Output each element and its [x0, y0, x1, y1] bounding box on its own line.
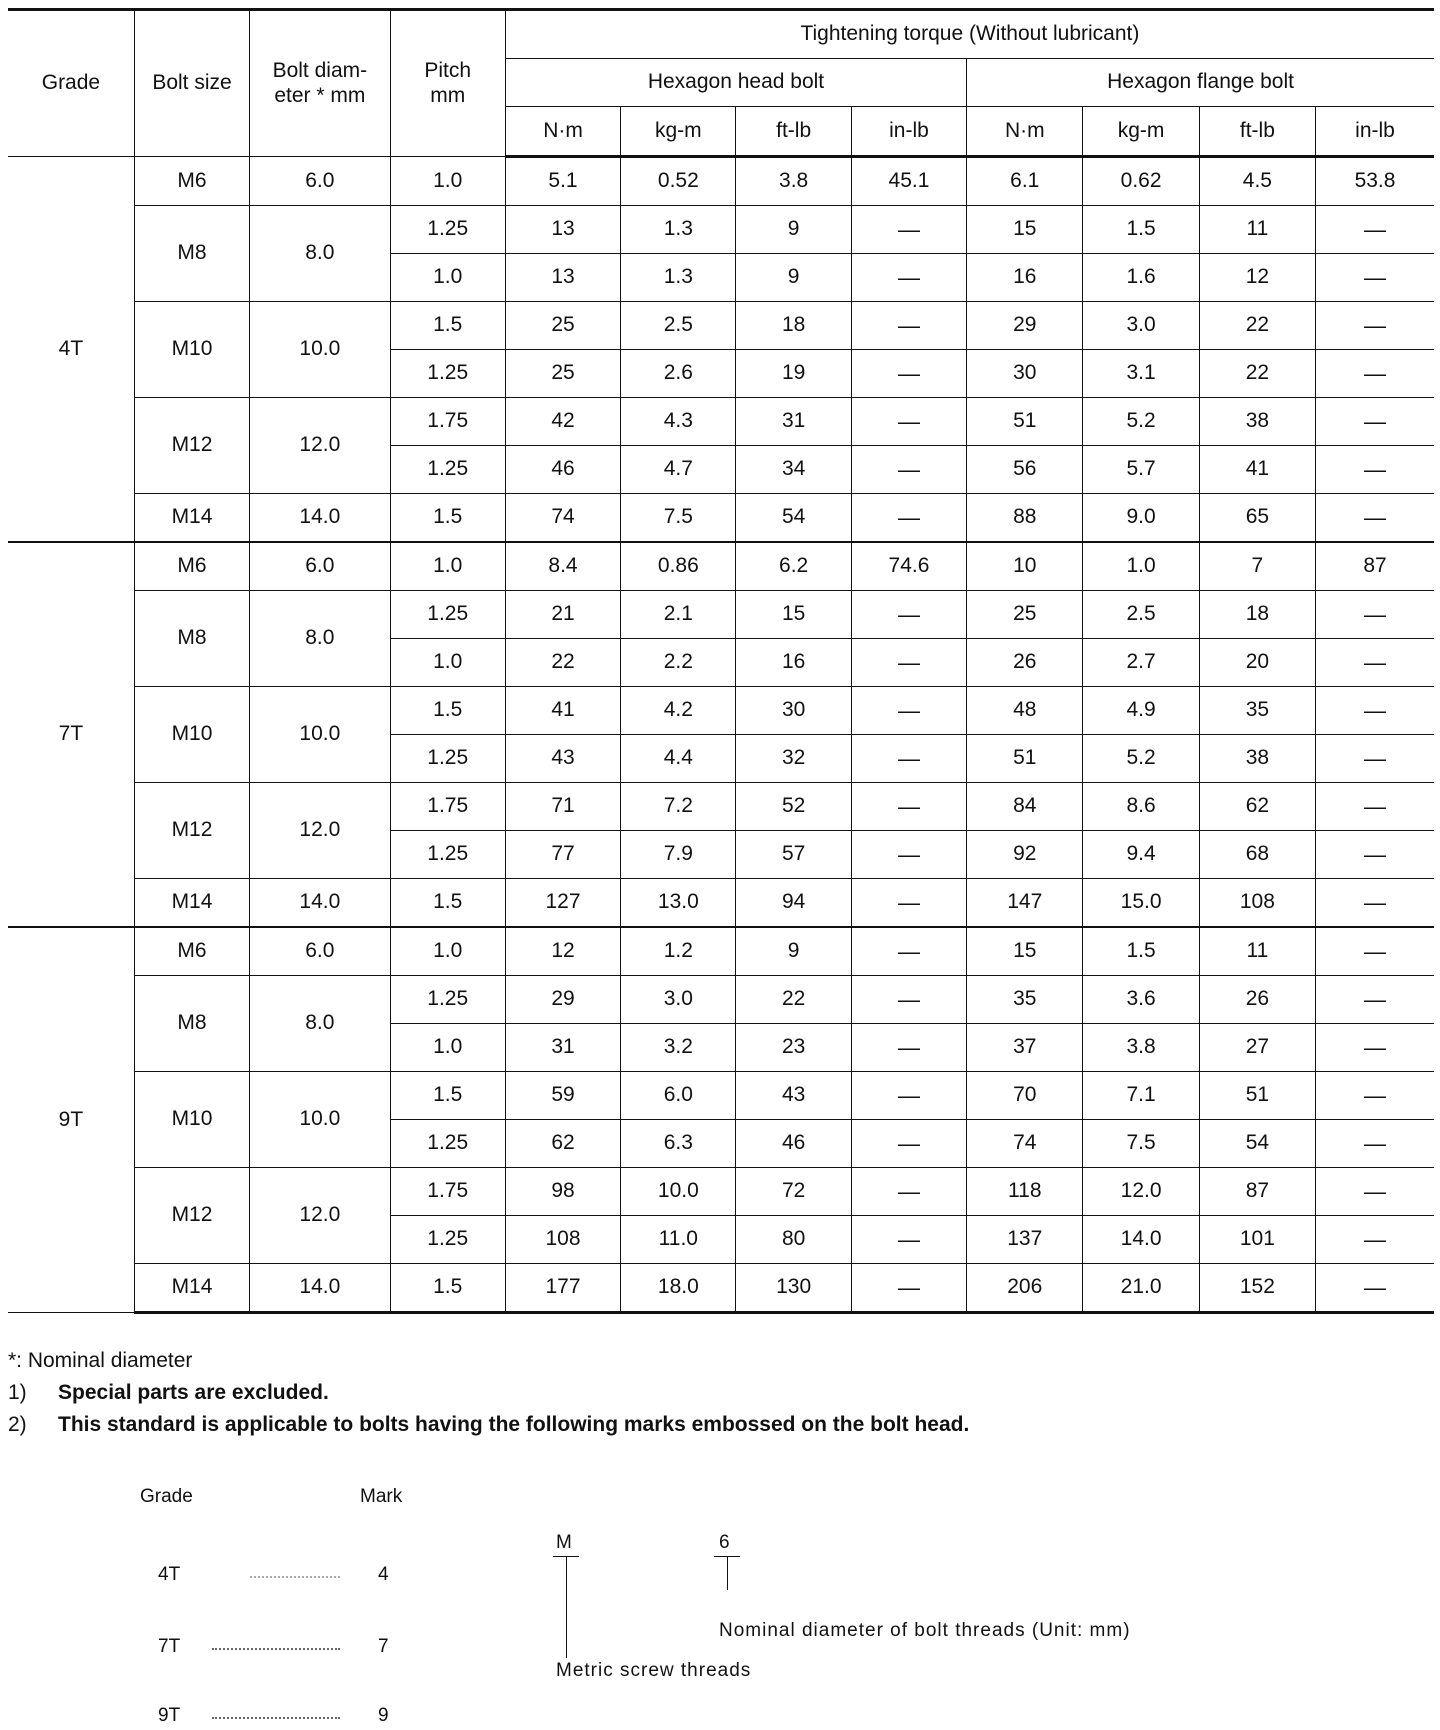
torque-value-cell: 77: [505, 831, 620, 879]
marks-mark-9: 9: [378, 1705, 389, 1726]
grade-cell: 7T: [8, 542, 134, 927]
header-unit-head-2: ft-lb: [736, 107, 851, 157]
torque-value-cell: —: [1316, 1216, 1434, 1264]
torque-value-cell: —: [1316, 446, 1434, 494]
torque-value-cell: —: [851, 302, 966, 350]
pitch-cell: 1.25: [390, 206, 505, 254]
torque-value-cell: —: [851, 254, 966, 302]
torque-value-cell: —: [1316, 1168, 1434, 1216]
torque-value-cell: —: [851, 976, 966, 1024]
torque-value-cell: 2.6: [621, 350, 736, 398]
bolt-size-cell: M14: [134, 494, 249, 543]
thread-letter-label: Metric screw threads: [556, 1660, 752, 1681]
bolt-size-cell: M8: [134, 591, 249, 687]
thread-letter-line: [566, 1556, 567, 1658]
torque-value-cell: 2.5: [1083, 591, 1199, 639]
thread-number-label: Nominal diameter of bolt threads (Unit: mm): [719, 1620, 1131, 1641]
torque-value-cell: 84: [967, 783, 1083, 831]
pitch-cell: 1.25: [390, 1216, 505, 1264]
torque-value-cell: 68: [1199, 831, 1315, 879]
torque-value-cell: —: [1316, 735, 1434, 783]
torque-value-cell: —: [1316, 398, 1434, 446]
torque-value-cell: 1.5: [1083, 206, 1199, 254]
torque-value-cell: 101: [1199, 1216, 1315, 1264]
header-bolt-diameter: Bolt diam- eter * mm: [250, 10, 390, 157]
bolt-size-cell: M6: [134, 157, 249, 206]
pitch-cell: 1.75: [390, 1168, 505, 1216]
torque-value-cell: 38: [1199, 398, 1315, 446]
torque-value-cell: 53.8: [1316, 157, 1434, 206]
torque-value-cell: 130: [736, 1264, 851, 1313]
torque-value-cell: 22: [736, 976, 851, 1024]
torque-value-cell: 20: [1199, 639, 1315, 687]
torque-value-cell: 9: [736, 927, 851, 976]
header-unit-flange-2: ft-lb: [1199, 107, 1315, 157]
torque-value-cell: 16: [736, 639, 851, 687]
bolt-size-cell: M6: [134, 927, 249, 976]
torque-value-cell: —: [1316, 831, 1434, 879]
torque-value-cell: 9: [736, 254, 851, 302]
torque-value-cell: 43: [736, 1072, 851, 1120]
torque-value-cell: —: [851, 591, 966, 639]
thread-letter: M: [556, 1532, 572, 1553]
torque-value-cell: 6.3: [621, 1120, 736, 1168]
marks-mark-7: 7: [378, 1636, 389, 1657]
torque-value-cell: 4.5: [1199, 157, 1315, 206]
torque-value-cell: —: [1316, 494, 1434, 543]
bolt-diameter-cell: 8.0: [250, 591, 390, 687]
torque-value-cell: 25: [505, 350, 620, 398]
bolt-diameter-cell: 8.0: [250, 976, 390, 1072]
torque-value-cell: 62: [1199, 783, 1315, 831]
torque-value-cell: 56: [967, 446, 1083, 494]
torque-value-cell: 6.0: [621, 1072, 736, 1120]
pitch-cell: 1.5: [390, 1264, 505, 1313]
torque-value-cell: 3.0: [1083, 302, 1199, 350]
torque-value-cell: —: [851, 1264, 966, 1313]
torque-value-cell: 6.2: [736, 542, 851, 591]
torque-value-cell: 3.6: [1083, 976, 1199, 1024]
torque-value-cell: 2.5: [621, 302, 736, 350]
bolt-size-cell: M14: [134, 879, 249, 928]
pitch-cell: 1.5: [390, 687, 505, 735]
torque-value-cell: 51: [967, 398, 1083, 446]
torque-value-cell: 88: [967, 494, 1083, 543]
torque-value-cell: 7.1: [1083, 1072, 1199, 1120]
torque-value-cell: —: [851, 687, 966, 735]
torque-value-cell: —: [1316, 254, 1434, 302]
pitch-cell: 1.5: [390, 302, 505, 350]
pitch-cell: 1.75: [390, 783, 505, 831]
torque-value-cell: 35: [967, 976, 1083, 1024]
torque-value-cell: 0.86: [621, 542, 736, 591]
torque-value-cell: 18: [1199, 591, 1315, 639]
torque-value-cell: 22: [505, 639, 620, 687]
torque-value-cell: 0.52: [621, 157, 736, 206]
bolt-size-cell: M10: [134, 302, 249, 398]
torque-value-cell: 5.2: [1083, 735, 1199, 783]
torque-value-cell: —: [1316, 350, 1434, 398]
torque-value-cell: 13: [505, 254, 620, 302]
pitch-cell: 1.25: [390, 976, 505, 1024]
torque-value-cell: —: [1316, 639, 1434, 687]
torque-value-cell: 3.1: [1083, 350, 1199, 398]
torque-value-cell: 7.5: [621, 494, 736, 543]
bolt-diameter-cell: 14.0: [250, 1264, 390, 1313]
torque-value-cell: —: [1316, 1120, 1434, 1168]
torque-value-cell: 12: [1199, 254, 1315, 302]
torque-value-cell: 12: [505, 927, 620, 976]
torque-value-cell: 2.2: [621, 639, 736, 687]
torque-value-cell: 74: [505, 494, 620, 543]
pitch-cell: 1.0: [390, 157, 505, 206]
torque-value-cell: 4.7: [621, 446, 736, 494]
torque-value-cell: —: [1316, 206, 1434, 254]
torque-value-cell: 30: [736, 687, 851, 735]
torque-value-cell: 152: [1199, 1264, 1315, 1313]
torque-value-cell: —: [1316, 976, 1434, 1024]
bolt-diameter-cell: 6.0: [250, 927, 390, 976]
header-bolt-size: Bolt size: [134, 10, 249, 157]
torque-value-cell: 3.0: [621, 976, 736, 1024]
torque-value-cell: 4.4: [621, 735, 736, 783]
torque-value-cell: —: [851, 1216, 966, 1264]
note-2-number: 2): [8, 1413, 27, 1436]
torque-value-cell: 8.4: [505, 542, 620, 591]
torque-value-cell: 59: [505, 1072, 620, 1120]
torque-value-cell: 127: [505, 879, 620, 928]
torque-value-cell: —: [851, 350, 966, 398]
torque-value-cell: 25: [505, 302, 620, 350]
pitch-cell: 1.25: [390, 735, 505, 783]
header-unit-flange-3: in-lb: [1316, 107, 1434, 157]
torque-value-cell: 13: [505, 206, 620, 254]
torque-value-cell: 4.9: [1083, 687, 1199, 735]
torque-value-cell: 51: [967, 735, 1083, 783]
torque-value-cell: 26: [1199, 976, 1315, 1024]
header-unit-flange-1: kg-m: [1083, 107, 1199, 157]
torque-value-cell: 98: [505, 1168, 620, 1216]
torque-value-cell: 45.1: [851, 157, 966, 206]
torque-value-cell: —: [851, 1120, 966, 1168]
pitch-cell: 1.0: [390, 927, 505, 976]
pitch-cell: 1.25: [390, 446, 505, 494]
torque-value-cell: —: [1316, 687, 1434, 735]
pitch-cell: 1.0: [390, 1024, 505, 1072]
torque-value-cell: 54: [736, 494, 851, 543]
torque-value-cell: 6.1: [967, 157, 1083, 206]
torque-value-cell: 26: [967, 639, 1083, 687]
marks-grade-9t: 9T: [158, 1705, 181, 1726]
torque-value-cell: 1.3: [621, 254, 736, 302]
pitch-cell: 1.5: [390, 494, 505, 543]
torque-value-cell: 7.2: [621, 783, 736, 831]
torque-value-cell: 2.7: [1083, 639, 1199, 687]
marks-grade-4t: 4T: [158, 1564, 181, 1585]
torque-value-cell: 1.5: [1083, 927, 1199, 976]
bolt-diameter-cell: 10.0: [250, 302, 390, 398]
torque-value-cell: 31: [505, 1024, 620, 1072]
torque-value-cell: 30: [967, 350, 1083, 398]
torque-value-cell: 62: [505, 1120, 620, 1168]
torque-value-cell: 4.3: [621, 398, 736, 446]
torque-value-cell: —: [851, 1024, 966, 1072]
torque-value-cell: 74.6: [851, 542, 966, 591]
note-1-text: Special parts are excluded.: [58, 1381, 329, 1404]
bolt-size-cell: M10: [134, 1072, 249, 1168]
marks-leader-9t: [212, 1717, 340, 1719]
torque-value-cell: 65: [1199, 494, 1315, 543]
torque-value-cell: 87: [1199, 1168, 1315, 1216]
torque-value-cell: —: [1316, 879, 1434, 928]
torque-value-cell: 21: [505, 591, 620, 639]
torque-value-cell: —: [1316, 783, 1434, 831]
pitch-cell: 1.75: [390, 398, 505, 446]
marks-mark-header: Mark: [360, 1486, 403, 1507]
torque-value-cell: 3.8: [736, 157, 851, 206]
header-unit-head-0: N·m: [505, 107, 620, 157]
bolt-size-cell: M12: [134, 783, 249, 879]
torque-value-cell: 10: [967, 542, 1083, 591]
torque-value-cell: 7.9: [621, 831, 736, 879]
pitch-cell: 1.0: [390, 254, 505, 302]
torque-value-cell: 37: [967, 1024, 1083, 1072]
torque-value-cell: 137: [967, 1216, 1083, 1264]
torque-value-cell: 25: [967, 591, 1083, 639]
torque-value-cell: 80: [736, 1216, 851, 1264]
torque-value-cell: 35: [1199, 687, 1315, 735]
pitch-cell: 1.5: [390, 879, 505, 928]
torque-value-cell: 21.0: [1083, 1264, 1199, 1313]
bolt-diameter-cell: 10.0: [250, 687, 390, 783]
grade-cell: 4T: [8, 157, 134, 543]
torque-value-cell: 38: [1199, 735, 1315, 783]
torque-value-cell: 5.1: [505, 157, 620, 206]
torque-value-cell: 70: [967, 1072, 1083, 1120]
torque-value-cell: 7: [1199, 542, 1315, 591]
torque-value-cell: 34: [736, 446, 851, 494]
torque-value-cell: —: [1316, 927, 1434, 976]
torque-value-cell: 3.8: [1083, 1024, 1199, 1072]
torque-value-cell: 48: [967, 687, 1083, 735]
torque-value-cell: 15.0: [1083, 879, 1199, 928]
note-nominal: *: Nominal diameter: [8, 1349, 193, 1372]
thread-number: 6: [719, 1532, 730, 1553]
bolt-size-cell: M8: [134, 206, 249, 302]
torque-value-cell: 41: [1199, 446, 1315, 494]
torque-value-cell: 94: [736, 879, 851, 928]
torque-value-cell: 23: [736, 1024, 851, 1072]
torque-value-cell: 177: [505, 1264, 620, 1313]
torque-value-cell: 19: [736, 350, 851, 398]
torque-value-cell: 52: [736, 783, 851, 831]
torque-value-cell: 108: [1199, 879, 1315, 928]
torque-value-cell: 5.2: [1083, 398, 1199, 446]
torque-value-cell: —: [1316, 1264, 1434, 1313]
torque-value-cell: 27: [1199, 1024, 1315, 1072]
header-tightening-torque: Tightening torque (Without lubricant): [505, 10, 1434, 59]
torque-value-cell: 15: [967, 206, 1083, 254]
bolt-diameter-cell: 6.0: [250, 542, 390, 591]
torque-value-cell: 1.3: [621, 206, 736, 254]
torque-value-cell: 11: [1199, 927, 1315, 976]
header-hexagon-head-bolt: Hexagon head bolt: [505, 59, 966, 107]
torque-value-cell: 16: [967, 254, 1083, 302]
torque-value-cell: 15: [967, 927, 1083, 976]
torque-value-cell: 32: [736, 735, 851, 783]
torque-value-cell: 41: [505, 687, 620, 735]
torque-value-cell: 46: [736, 1120, 851, 1168]
note-1-number: 1): [8, 1381, 27, 1404]
torque-value-cell: 3.2: [621, 1024, 736, 1072]
torque-value-cell: 1.6: [1083, 254, 1199, 302]
pitch-cell: 1.5: [390, 1072, 505, 1120]
marks-grade-header: Grade: [140, 1486, 193, 1507]
torque-value-cell: —: [1316, 1072, 1434, 1120]
torque-value-cell: 57: [736, 831, 851, 879]
torque-value-cell: —: [851, 398, 966, 446]
torque-value-cell: 13.0: [621, 879, 736, 928]
torque-value-cell: 87: [1316, 542, 1434, 591]
torque-value-cell: 147: [967, 879, 1083, 928]
torque-value-cell: 29: [967, 302, 1083, 350]
bolt-diameter-cell: 14.0: [250, 879, 390, 928]
torque-value-cell: 12.0: [1083, 1168, 1199, 1216]
torque-value-cell: 5.7: [1083, 446, 1199, 494]
torque-value-cell: 18.0: [621, 1264, 736, 1313]
torque-value-cell: 0.62: [1083, 157, 1199, 206]
torque-value-cell: —: [851, 783, 966, 831]
torque-value-cell: 72: [736, 1168, 851, 1216]
torque-value-cell: —: [1316, 1024, 1434, 1072]
torque-value-cell: 42: [505, 398, 620, 446]
torque-value-cell: 2.1: [621, 591, 736, 639]
marks-leader-4t: [250, 1576, 340, 1578]
torque-value-cell: —: [851, 879, 966, 928]
torque-value-cell: 1.2: [621, 927, 736, 976]
torque-value-cell: 9.0: [1083, 494, 1199, 543]
bolt-diameter-cell: 14.0: [250, 494, 390, 543]
bolt-size-cell: M6: [134, 542, 249, 591]
bolt-diameter-cell: 6.0: [250, 157, 390, 206]
torque-value-cell: 108: [505, 1216, 620, 1264]
header-pitch: Pitch mm: [390, 10, 505, 157]
header-unit-flange-0: N·m: [967, 107, 1083, 157]
header-grade: Grade: [8, 10, 134, 157]
torque-value-cell: 29: [505, 976, 620, 1024]
torque-value-cell: 31: [736, 398, 851, 446]
bolt-diameter-cell: 12.0: [250, 783, 390, 879]
header-unit-head-3: in-lb: [851, 107, 966, 157]
marks-mark-4: 4: [378, 1564, 389, 1585]
bolt-diameter-cell: 10.0: [250, 1072, 390, 1168]
pitch-cell: 1.25: [390, 831, 505, 879]
torque-value-cell: 9.4: [1083, 831, 1199, 879]
bolt-diameter-cell: 12.0: [250, 1168, 390, 1264]
torque-value-cell: 18: [736, 302, 851, 350]
marks-leader-7t: [212, 1648, 340, 1650]
torque-value-cell: —: [851, 1072, 966, 1120]
marks-grade-7t: 7T: [158, 1636, 181, 1657]
torque-value-cell: 7.5: [1083, 1120, 1199, 1168]
torque-value-cell: —: [851, 494, 966, 543]
torque-value-cell: 15: [736, 591, 851, 639]
torque-value-cell: —: [851, 735, 966, 783]
torque-value-cell: —: [851, 206, 966, 254]
pitch-cell: 1.0: [390, 639, 505, 687]
torque-value-cell: 43: [505, 735, 620, 783]
bolt-size-cell: M8: [134, 976, 249, 1072]
torque-value-cell: 11: [1199, 206, 1315, 254]
pitch-cell: 1.0: [390, 542, 505, 591]
torque-value-cell: —: [851, 831, 966, 879]
torque-value-cell: 54: [1199, 1120, 1315, 1168]
bolt-diameter-cell: 12.0: [250, 398, 390, 494]
torque-value-cell: 51: [1199, 1072, 1315, 1120]
torque-value-cell: —: [851, 639, 966, 687]
torque-value-cell: 4.2: [621, 687, 736, 735]
bolt-size-cell: M12: [134, 398, 249, 494]
bolt-size-cell: M12: [134, 1168, 249, 1264]
torque-value-cell: —: [1316, 591, 1434, 639]
pitch-cell: 1.25: [390, 1120, 505, 1168]
torque-value-cell: 92: [967, 831, 1083, 879]
torque-value-cell: —: [851, 446, 966, 494]
torque-value-cell: 10.0: [621, 1168, 736, 1216]
grade-cell: 9T: [8, 927, 134, 1313]
torque-value-cell: 11.0: [621, 1216, 736, 1264]
pitch-cell: 1.25: [390, 591, 505, 639]
torque-value-cell: 71: [505, 783, 620, 831]
torque-value-cell: —: [1316, 302, 1434, 350]
bolt-diameter-cell: 8.0: [250, 206, 390, 302]
bolt-size-cell: M10: [134, 687, 249, 783]
torque-value-cell: 9: [736, 206, 851, 254]
torque-value-cell: 206: [967, 1264, 1083, 1313]
torque-value-cell: 46: [505, 446, 620, 494]
torque-value-cell: 1.0: [1083, 542, 1199, 591]
pitch-cell: 1.25: [390, 350, 505, 398]
torque-value-cell: 74: [967, 1120, 1083, 1168]
thread-number-line: [727, 1556, 728, 1590]
torque-value-cell: 14.0: [1083, 1216, 1199, 1264]
bolt-size-cell: M14: [134, 1264, 249, 1313]
note-2-text: This standard is applicable to bolts having the following marks embossed on the bolt head.: [58, 1413, 970, 1436]
torque-value-cell: 22: [1199, 302, 1315, 350]
torque-value-cell: —: [851, 927, 966, 976]
header-hexagon-flange-bolt: Hexagon flange bolt: [967, 59, 1434, 107]
torque-value-cell: 8.6: [1083, 783, 1199, 831]
torque-value-cell: 22: [1199, 350, 1315, 398]
torque-value-cell: 118: [967, 1168, 1083, 1216]
torque-value-cell: —: [851, 1168, 966, 1216]
header-unit-head-1: kg-m: [621, 107, 736, 157]
